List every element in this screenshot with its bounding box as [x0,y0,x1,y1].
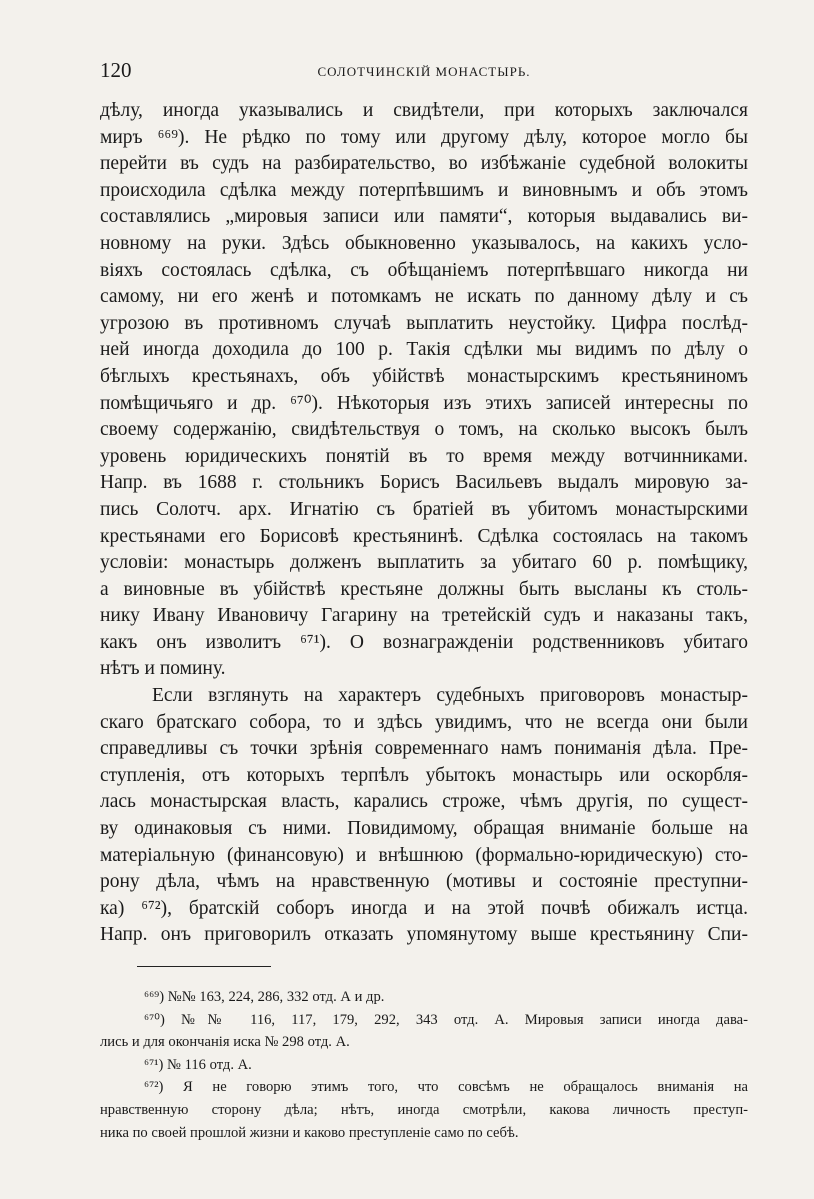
text-line: своему содержанію, свидѣтельствуя о томъ, на сколько высокъ былъ [100,419,748,441]
footnote-line: ⁶⁷²) Я не говорю этимъ того, что совсѣмъ не обращалось вниманія на [144,1079,748,1096]
text-line: віяхъ состоялась сдѣлка, съ обѣщаніемъ потерпѣвшаго никогда ни [100,259,748,281]
running-title: СОЛОТЧИНСКІЙ МОНАСТЫРЬ. [317,64,531,79]
text-line: нѣтъ и помину. [100,658,226,680]
text-line: составлялись „мировыя записи или памяти“, которыя выдавались ви- [100,206,748,228]
page-header [100,58,748,88]
text-line: помѣщичьяго и др. ⁶⁷⁰). Нѣкоторыя изъ этихъ записей интересны по [100,392,748,414]
text-line: лась монастырская власть, карались строже, чѣмъ другія, по сущест- [100,791,748,813]
text-line: самому, ни его женѣ и потомкамъ не искать по данному дѣлу и съ [100,286,748,308]
text-line: перейти въ судъ на разбирательство, во избѣжаніе судебной волокиты [100,153,748,175]
text-line: уровень юридическихъ понятій въ то время между вотчинниками. [100,445,748,467]
text-line: Если взглянуть на характеръ судебныхъ приговоровъ монастыр- [152,685,748,707]
text-line: условіи: монастырь долженъ выплатить за убитаго 60 р. помѣщику, [100,552,748,574]
footnote-line: ⁶⁷⁰) №№ 116, 117, 179, 292, 343 отд. А. Мировыя записи иногда дава- [144,1011,748,1028]
text-line: новному на руки. Здѣсь обыкновенно указывалось, на какихъ усло- [100,232,748,254]
footnote-line: ⁶⁷¹) № 116 отд. А. [144,1056,252,1073]
text-line: угрозою въ противномъ случаѣ выплатить неустойку. Цифра послѣд- [100,312,748,334]
text-line: ка) ⁶⁷²), братскій соборъ иногда и на этой почвѣ обижалъ истца. [100,897,748,919]
footnote-divider [137,966,271,967]
text-line: Напр. онъ приговорилъ отказать упомянутому выше крестьянину Спи- [100,924,748,946]
text-line: а виновные въ убійствѣ крестьяне должны быть высланы къ столь- [100,578,748,600]
text-line: крестьянами его Борисовѣ крестьянинѣ. Сдѣлка состоялась на такомъ [100,525,748,547]
text-line: рону дѣла, чѣмъ на нравственную (мотивы и состояніе преступни- [100,871,748,893]
text-line: бѣглыхъ крестьянахъ, объ убійствѣ монастырскимъ крестьяниномъ [100,365,748,387]
text-line: скаго братскаго собора, то и здѣсь увидимъ, что не всегда они были [100,711,748,733]
text-line: Напр. въ 1688 г. стольникъ Борисъ Васильевъ выдалъ мировую за- [100,472,748,494]
footnote-line: лись и для окончанія иска № 298 отд. А. [100,1034,350,1051]
text-line: ступленія, отъ которыхъ терпѣлъ убытокъ монастырь или оскорбля- [100,764,748,786]
footnote-line: нравственную сторону дѣла; нѣтъ, иногда смотрѣли, какова личность преступ- [100,1101,748,1118]
text-line: происходила сдѣлка между потерпѣвшимъ и виновнымъ и объ этомъ [100,179,748,201]
text-line: матеріальную (финансовую) и внѣшнюю (формально-юридическую) сто- [100,844,748,866]
text-line: ней иногда доходила до 100 р. Такія сдѣлки мы видимъ по дѣлу о [100,339,748,361]
footnote-line: ⁶⁶⁹) №№ 163, 224, 286, 332 отд. А и др. [144,989,385,1005]
text-line: миръ ⁶⁶⁹). Не рѣдко по тому или другому дѣлу, которое могло бы [100,126,748,148]
text-line: справедливы съ точки зрѣнія современнаго намъ пониманія дѣла. Пре- [100,738,748,760]
text-line: дѣлу, иногда указывались и свидѣтели, при которыхъ заключался [100,100,748,121]
text-line: какъ онъ изволитъ ⁶⁷¹). О вознагражденіи родственниковъ убитаго [100,631,748,653]
main-text [100,98,748,949]
page-number: 120 [100,58,132,82]
text-line: пись Солотч. арх. Игнатію съ братіей въ убитомъ монастырскими [100,498,748,520]
footnotes [100,986,748,1144]
text-line: ву одинаковыя съ ними. Повидимому, обращая вниманіе больше на [100,818,748,840]
footnote-line: ника по своей прошлой жизни и каково преступленіе само по себѣ. [100,1124,519,1141]
text-line: нику Ивану Ивановичу Гагарину на третейскій судъ и наказаны такъ, [100,605,748,627]
